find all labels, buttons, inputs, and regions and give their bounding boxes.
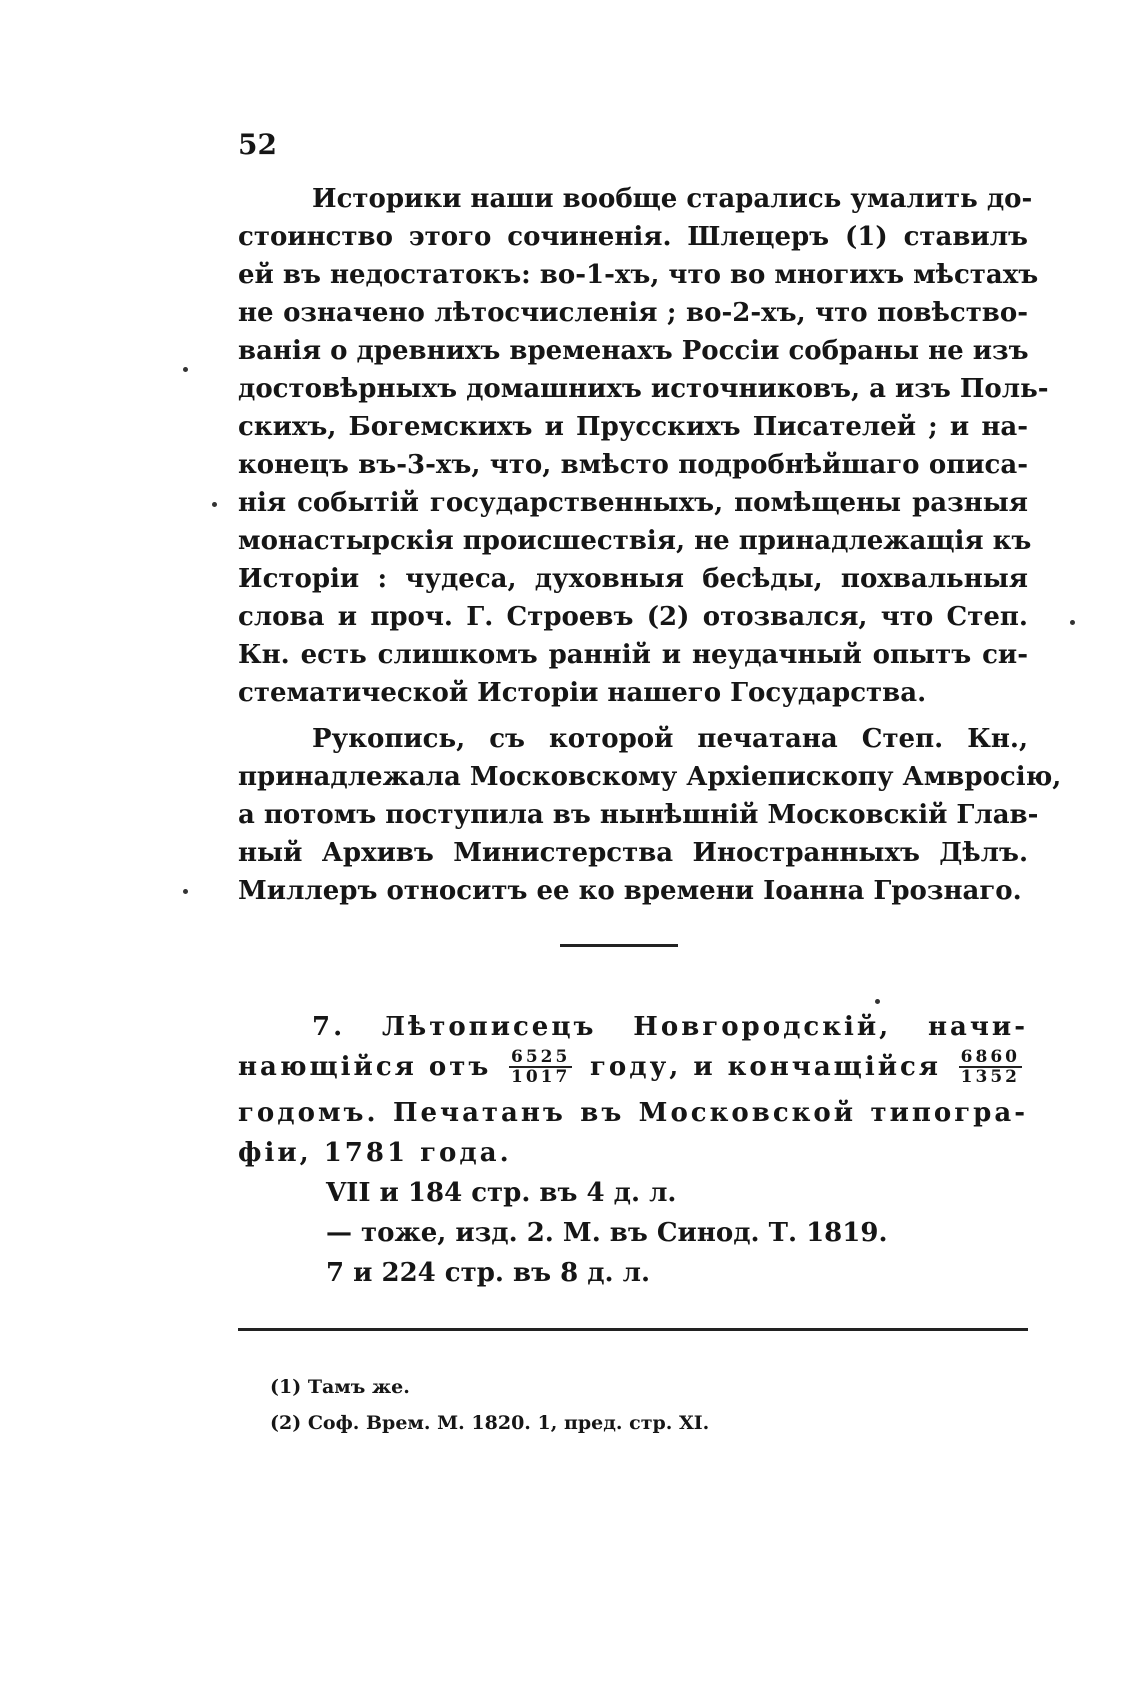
print-speck (212, 502, 217, 507)
entry-edition-line: 7 и 224 стр. въ 8 д. л. (326, 1258, 651, 1288)
paragraph-1-line: стоинство этого сочиненія. Шлецеръ (1) ставилъ (238, 222, 1028, 252)
paragraph-1-line: ванія о древнихъ временахъ Россіи собраны не изъ (238, 336, 1029, 366)
paragraph-2-line: а потомъ поступила въ нынѣшній Московскій Глав- (238, 800, 1039, 830)
date-fraction (959, 1048, 1022, 1086)
entry-line: 7. Лѣтописецъ Новгородскій, начи- (312, 1012, 1028, 1042)
section-rule (560, 944, 678, 947)
footnote: (1) Тамъ же. (270, 1376, 410, 1398)
print-speck (183, 889, 188, 894)
date-fraction (509, 1048, 572, 1086)
paragraph-2-line: принадлежала Московскому Архіепископу Амвросію, (238, 762, 1062, 792)
footnote-rule (238, 1328, 1028, 1331)
fraction-denominator: 1017 (510, 1067, 571, 1087)
paragraph-2-line: Рукопись, съ которой печатана Степ. Кн., (312, 724, 1028, 754)
paragraph-1-line: конецъ въ-3-хъ, что, вмѣсто подробнѣйшаго описа- (238, 450, 1028, 480)
entry-text: году, и кончащійся (589, 1052, 942, 1082)
paragraph-1-line: не означено лѣтосчисленія ; во-2-хъ, что повѣство- (238, 298, 1028, 328)
paragraph-2-line: ный Архивъ Министерства Иностранныхъ Дѣлъ. (238, 838, 1028, 868)
entry-text: нающійся отъ (238, 1052, 492, 1082)
paragraph-1-line: достовѣрныхъ домашнихъ источниковъ, а изъ Поль- (238, 374, 1049, 404)
page-number: 52 (238, 128, 277, 161)
paragraph-1-line: монастырскія происшествія, не принадлежащія къ (238, 526, 1032, 556)
fraction-numerator: 6525 (510, 1047, 571, 1067)
print-speck (183, 367, 188, 372)
fraction-numerator: 6860 (960, 1047, 1020, 1067)
paragraph-1-line: слова и проч. Г. Строевъ (2) отозвался, что Степ. (238, 602, 1028, 632)
paragraph-1-line: Кн. есть слишкомъ ранній и неудачный опытъ си- (238, 640, 1028, 670)
entry-line-dates (238, 1042, 1028, 1092)
entry-edition-line: — тоже, изд. 2. М. въ Синод. Т. 1819. (326, 1218, 888, 1248)
entry-edition-line: VII и 184 стр. въ 4 д. л. (326, 1178, 677, 1208)
paragraph-1-line: стематической Исторіи нашего Государства. (238, 678, 927, 708)
paragraph-1-line: ей въ недостатокъ: во-1-хъ, что во многихъ мѣстахъ (238, 260, 1039, 290)
paragraph-1-line: нія событій государственныхъ, помѣщены разныя (238, 488, 1028, 518)
fraction-denominator: 1352 (960, 1067, 1020, 1087)
paragraph-1-line: Исторіи : чудеса, духовныя бесѣды, похвальныя (238, 564, 1028, 594)
paragraph-2-line: Миллеръ относитъ ее ко времени Іоанна Грознаго. (238, 876, 1022, 906)
paragraph-1-line: Историки наши вообще старались умалить до- (312, 184, 1033, 214)
entry-line: годомъ. Печатанъ въ Московской типогра- (238, 1098, 1028, 1128)
footnote: (2) Соф. Врем. М. 1820. 1, пред. стр. XI. (270, 1412, 710, 1434)
print-speck (875, 999, 880, 1004)
entry-line: фіи, 1781 года. (238, 1138, 512, 1168)
print-speck (1070, 620, 1075, 625)
paragraph-1-line: скихъ, Богемскихъ и Прусскихъ Писателей ; и на- (238, 412, 1028, 442)
